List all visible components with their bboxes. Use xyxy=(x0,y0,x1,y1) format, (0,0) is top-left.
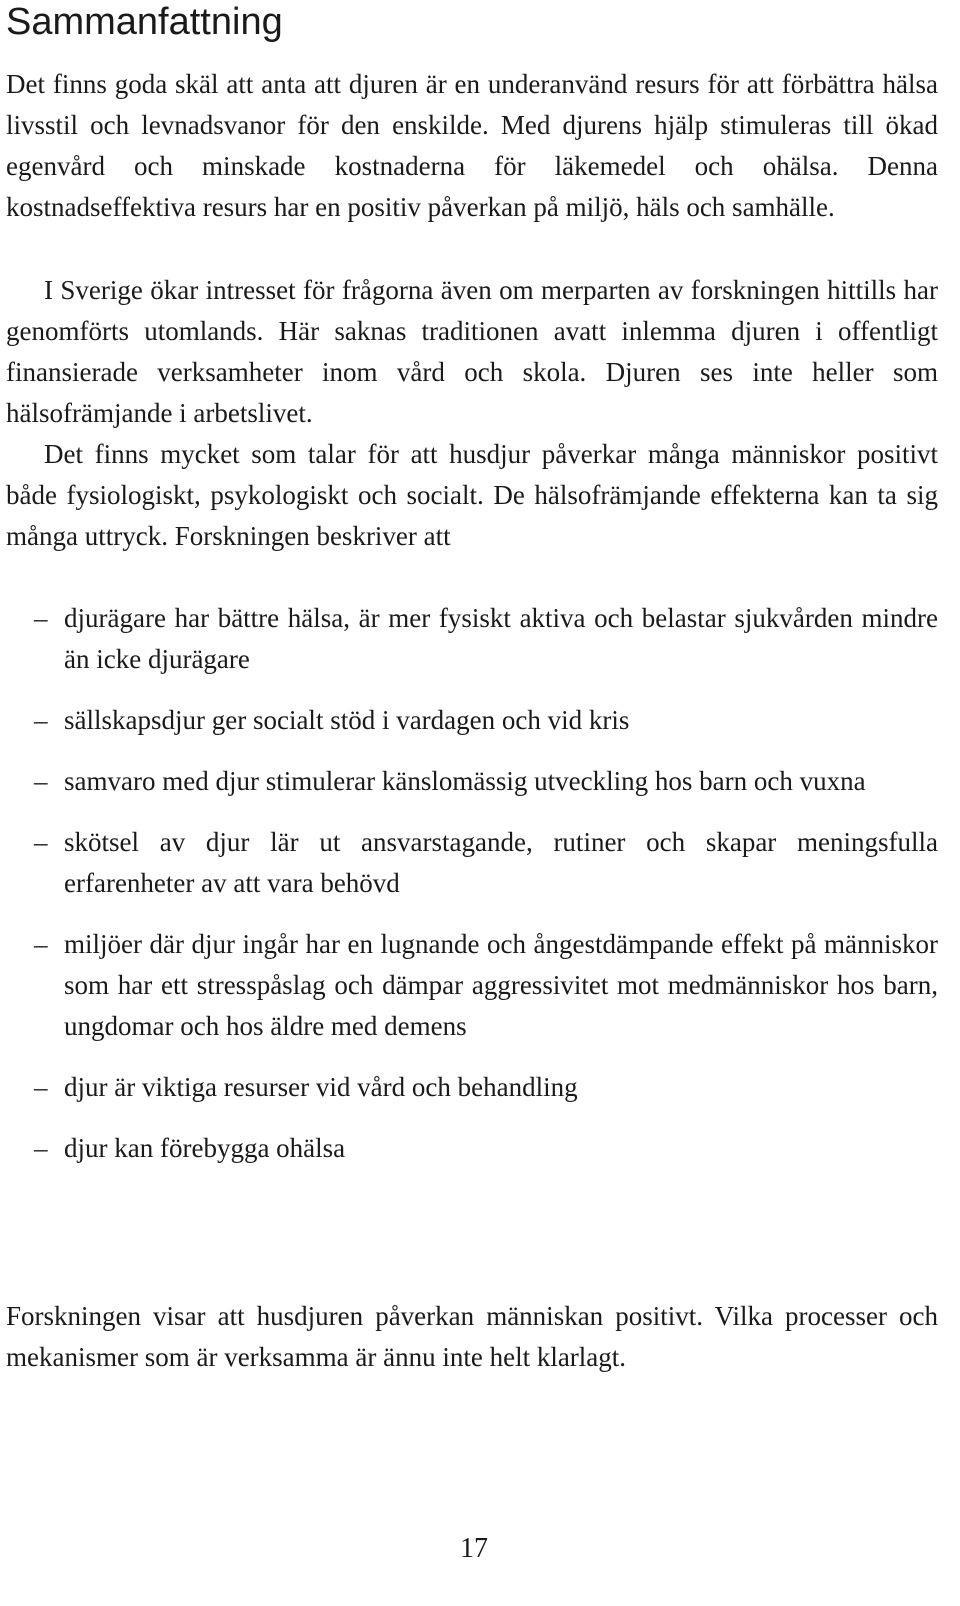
paragraph-closing xyxy=(6,1296,938,1378)
bullet-dash: – xyxy=(34,827,48,857)
list-item xyxy=(6,1128,938,1169)
list-item xyxy=(6,598,938,680)
findings-list xyxy=(6,598,938,1189)
bullet-dash: – xyxy=(34,1072,48,1102)
list-item-text: skötsel av djur lär ut ansvarstagande, rutiner och skapar meningsfulla erfarenheter av att vara behövd xyxy=(64,827,938,898)
list-item xyxy=(6,761,938,802)
paragraph-research-text: Det finns mycket som talar för att husdjur påverkar många människor positivt både fysiologiskt, psykologiskt och socialt. De hälsofrämjande effekterna kan ta sig många uttryck. Forskningen beskriver att xyxy=(6,439,938,551)
list-item-text: sällskapsdjur ger socialt stöd i vardagen och vid kris xyxy=(64,705,630,735)
page-title: Sammanfattning xyxy=(6,1,283,43)
list-item xyxy=(6,924,938,1047)
paragraph-sweden xyxy=(6,270,938,434)
list-item-text: djur är viktiga resurser vid vård och behandling xyxy=(64,1072,578,1102)
bullet-dash: – xyxy=(34,705,48,735)
list-item xyxy=(6,1067,938,1108)
paragraph-intro xyxy=(6,64,938,228)
page-number: 17 xyxy=(460,1533,488,1564)
bullet-dash: – xyxy=(34,603,48,633)
bullet-dash: – xyxy=(34,766,48,796)
paragraph-closing-text: Forskningen visar att husdjuren påverkan människan positivt. Vilka processer och mekanismer som är verksamma är ännu inte helt klarlagt. xyxy=(6,1301,938,1372)
paragraph-research xyxy=(6,434,938,557)
paragraph-sweden-text: I Sverige ökar intresset för frågorna även om merparten av forskningen hittills har genomförts utomlands. Här saknas traditionen avatt inlemma djuren i offentligt finansierade verksamheter inom vård och skola. Djuren ses inte heller som hälsofrämjande i arbetslivet. xyxy=(6,275,938,428)
paragraph-intro-text: Det finns goda skäl att anta att djuren är en underanvänd resurs för att förbättra hälsa livsstil och levnadsvanor för den enskilde. Med djurens hjälp stimuleras till ökad egenvård och minskade kostnaderna för läkemedel och ohälsa. Denna kostnadseffektiva resurs har en positiv påverkan på miljö, häls och samhälle. xyxy=(6,69,938,222)
list-item-text: djur kan förebygga ohälsa xyxy=(64,1133,346,1163)
bullet-dash: – xyxy=(34,929,48,959)
list-item-text: djurägare har bättre hälsa, är mer fysiskt aktiva och belastar sjukvården mindre än icke djurägare xyxy=(64,603,938,674)
list-item xyxy=(6,822,938,904)
list-item-text: samvaro med djur stimulerar känslomässig utveckling hos barn och vuxna xyxy=(64,766,866,796)
list-item xyxy=(6,700,938,741)
list-item-text: miljöer där djur ingår har en lugnande och ångestdämpande effekt på människor som har ett stresspåslag och dämpar aggressivitet mot medmänniskor hos barn, ungdomar och hos äldre med demens xyxy=(64,929,938,1041)
bullet-dash: – xyxy=(34,1133,48,1163)
